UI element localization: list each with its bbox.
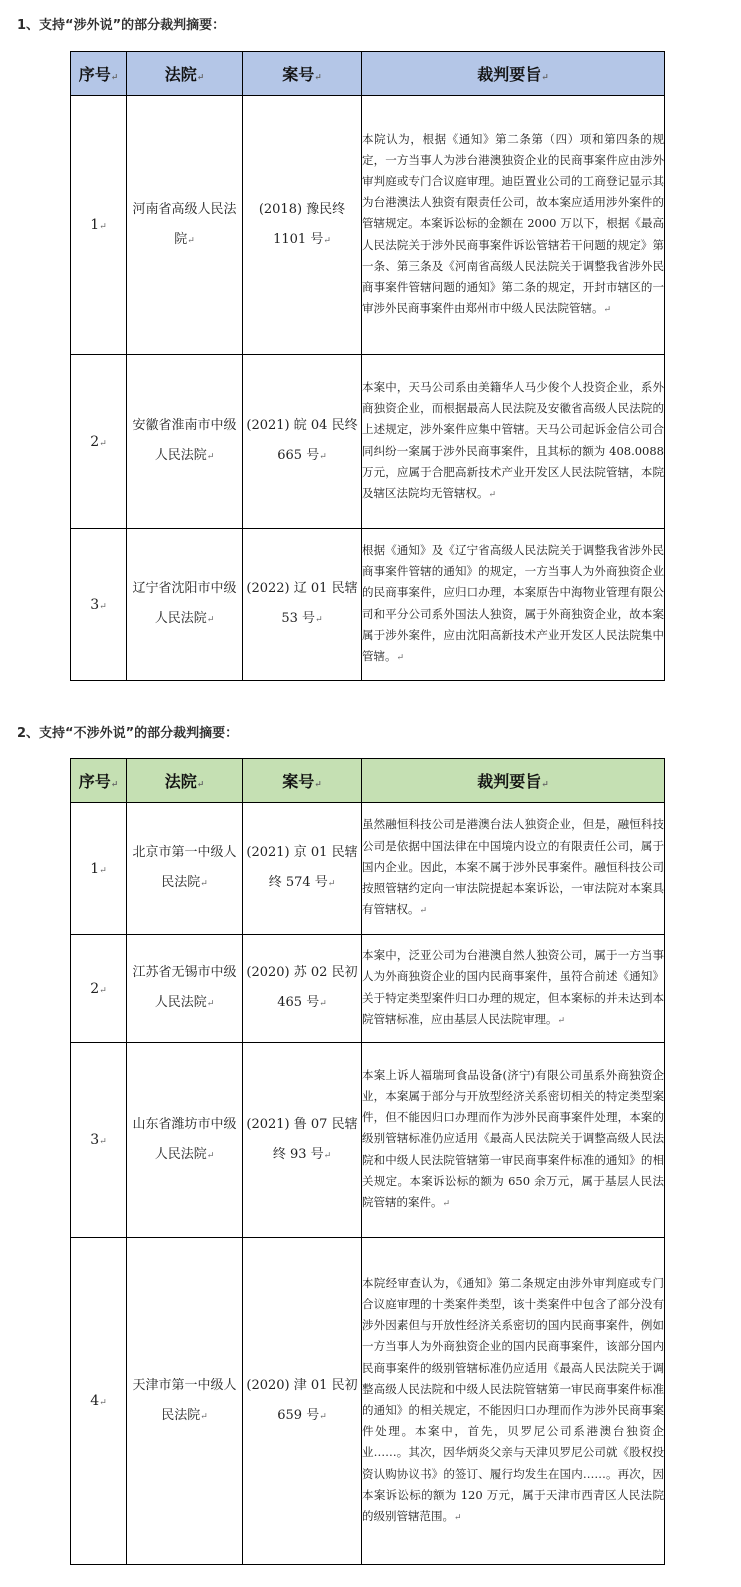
case-number: (2018) 豫民终 1101 号↵ [243,96,362,355]
case-number: (2020) 津 01 民初 659 号↵ [243,1238,362,1565]
header-no: 序号↵ [71,759,127,803]
case-number: (2022) 辽 01 民辖 53 号↵ [243,529,362,681]
court-name: 江苏省无锡市中级人民法院↵ [127,935,243,1043]
case-number: (2020) 苏 02 民初 465 号↵ [243,935,362,1043]
judgment-summary: 本案中，泛亚公司为台港澳自然人独资公司，属于一方当事人为外商独资企业的国内民商事案件，虽符合前述《通知》关于特定类型案件归口办理的规定，但本案标的并未达到本院管辖标准，应由基层人民法院审理。↵ [362,935,665,1043]
table-header-row [71,52,665,96]
header-summary: 裁判要旨↵ [362,759,665,803]
court-name: 山东省潍坊市中级人民法院↵ [127,1043,243,1238]
judgment-summary: 本案中，天马公司系由美籍华人马少俊个人投资企业，系外商独资企业，而根据最高人民法院及安徽省高级人民法院的上述规定，涉外案件应集中管辖。天马公司起诉金信公司合同纠纷一案属于涉外民商事案件，且其标的额为 408.0088 万元，应属于合肥高新技术产业开发区人民法院管辖，本院及辖区法院均无管辖权。↵ [362,355,665,529]
row-number: 1↵ [71,803,127,935]
header-court: 法院↵ [127,759,243,803]
pro-foreign-judgments-table [70,51,665,681]
row-number: 3↵ [71,1043,127,1238]
table-row [71,803,665,935]
case-number: (2021) 鲁 07 民辖终 93 号↵ [243,1043,362,1238]
court-name: 辽宁省沈阳市中级人民法院↵ [127,529,243,681]
court-name: 北京市第一中级人民法院↵ [127,803,243,935]
case-number: (2021) 京 01 民辖终 574 号↵ [243,803,362,935]
row-number: 4↵ [71,1238,127,1565]
table-row [71,935,665,1043]
table-row [71,1238,665,1565]
judgment-summary: 本院经审查认为，《通知》第二条规定由涉外审判庭或专门合议庭审理的十类案件类型，该十类案件中包含了部分没有涉外因素但与开放性经济关系密切的国内民商事案件，例如一方当事人为外商独资企业的国内民商事案件，该部分国内民商事案件的级别管辖标准仍应适用《最高人民法院关于调整高级人民法院和中级人民法院管辖第一审民商事案件标准的通知》的相关规定，不能因归口办理而作为涉外民商事案件处理。本案中，首先，贝罗尼公司系港澳台独资企业……。其次，因华炳炎父亲与天津贝罗尼公司就《股权投资认购协议书》的签订、履行均发生在国内……。再次，因本案诉讼标的额为 120 万元，属于天津市西青区人民法院的级别管辖范围。↵ [362,1238,665,1565]
row-number: 3↵ [71,529,127,681]
row-number: 2↵ [71,355,127,529]
judgment-summary: 根据《通知》及《辽宁省高级人民法院关于调整我省涉外民商事案件管辖的通知》的规定，一方当事人为外商独资企业的民商事案件，应归口办理，本案原告中海物业管理有限公司和平分公司系外国法人独资，属于外商独资企业，故本案属于涉外案件，应由沈阳高新技术产业开发区人民法院集中管辖。↵ [362,529,665,681]
judgment-summary: 虽然融恒科技公司是港澳台法人独资企业，但是，融恒科技公司是依据中国法律在中国境内设立的有限责任公司，属于国内企业。因此，本案不属于涉外民事案件。融恒科技公司按照管辖约定向一审法院提起本案诉讼，一审法院对本案具有管辖权。↵ [362,803,665,935]
table-row [71,96,665,355]
table-row [71,1043,665,1238]
court-name: 天津市第一中级人民法院↵ [127,1238,243,1565]
header-court: 法院↵ [127,52,243,96]
table-row [71,529,665,681]
case-number: (2021) 皖 04 民终 665 号↵ [243,355,362,529]
row-number: 1↵ [71,96,127,355]
judgment-summary: 本院认为，根据《通知》第二条第（四）项和第四条的规定，一方当事人为涉台港澳独资企业的民商事案件应由涉外审判庭或专门合议庭审理。迪臣置业公司的工商登记显示其为台港澳法人独资有限责任公司，故本案应适用涉外案件的管辖规定。本案诉讼标的金额在 2000 万以下，根据《最高人民法院关于涉外民商事案件诉讼管辖若干问题的规定》第一条、第三条及《河南省高级人民法院关于调整我省涉外民商事案件管辖问题的通知》第二条的规定，开封市辖区的一审涉外民商事案件由郑州市中级人民法院管辖。↵ [362,96,665,355]
section-1-title: 1、支持“涉外说”的部分裁判摘要： [17,18,226,33]
header-case: 案号↵ [243,759,362,803]
table-header-row [71,759,665,803]
header-no: 序号↵ [71,52,127,96]
court-name: 安徽省淮南市中级人民法院↵ [127,355,243,529]
table-row [71,355,665,529]
non-foreign-judgments-table [70,758,665,1565]
section-2-title: 2、支持“不涉外说”的部分裁判摘要： [17,726,239,741]
row-number: 2↵ [71,935,127,1043]
header-summary: 裁判要旨↵ [362,52,665,96]
court-name: 河南省高级人民法院↵ [127,96,243,355]
header-case: 案号↵ [243,52,362,96]
judgment-summary: 本案上诉人福瑞珂食品设备(济宁)有限公司虽系外商独资企业，本案属于部分与开放型经济关系密切相关的特定类型案件，但不能因归口办理而作为涉外民商事案件处理，本案的级别管辖标准仍应适用《最高人民法院关于调整高级人民法院和中级人民法院管辖第一审民商事案件标准的通知》的相关规定。本案诉讼标的额为 650 余万元，属于基层人民法院管辖的案件。↵ [362,1043,665,1238]
